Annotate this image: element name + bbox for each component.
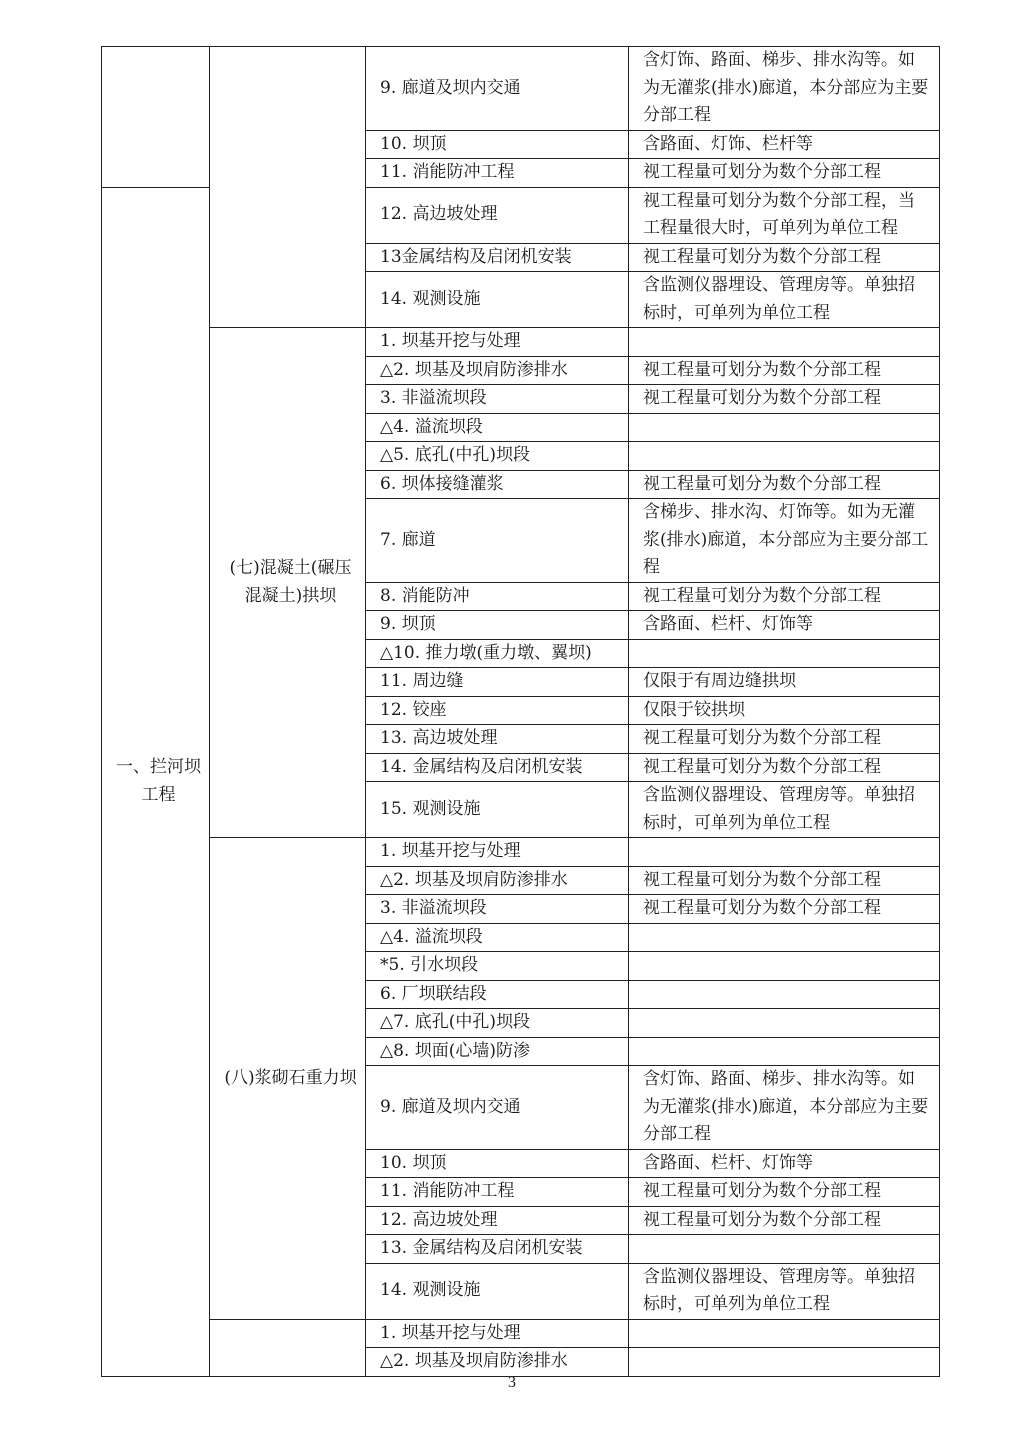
item-name: 8. 消能防冲 — [366, 582, 629, 611]
table-row — [102, 838, 940, 867]
item-note: 视工程量可划分为数个分部工程 — [629, 243, 940, 272]
item-note: 视工程量可划分为数个分部工程 — [629, 159, 940, 188]
item-name: △7. 底孔(中孔)坝段 — [366, 1009, 629, 1038]
item-note: 视工程量可划分为数个分部工程 — [629, 725, 940, 754]
sub-project-label: (八)浆砌石重力坝 — [210, 838, 366, 1320]
item-name: 11. 消能防冲工程 — [366, 159, 629, 188]
item-name: 7. 廊道 — [366, 499, 629, 583]
item-name: 15. 观测设施 — [366, 782, 629, 838]
item-note: 视工程量可划分为数个分部工程 — [629, 1206, 940, 1235]
item-name: △2. 坝基及坝肩防渗排水 — [366, 866, 629, 895]
item-note: 含路面、灯饰、栏杆等 — [629, 130, 940, 159]
sub-project-cell-continued — [210, 47, 366, 328]
item-name: 3. 非溢流坝段 — [366, 895, 629, 924]
item-note — [629, 952, 940, 981]
item-name: △4. 溢流坝段 — [366, 923, 629, 952]
item-note: 含监测仪器埋设、管理房等。单独招标时，可单列为单位工程 — [629, 272, 940, 328]
item-name: 13金属结构及启闭机安装 — [366, 243, 629, 272]
item-note — [629, 923, 940, 952]
item-name: 9. 廊道及坝内交通 — [366, 1066, 629, 1150]
item-note: 含监测仪器埋设、管理房等。单独招标时，可单列为单位工程 — [629, 1263, 940, 1319]
item-name: △4. 溢流坝段 — [366, 413, 629, 442]
sub-project-cell-next — [210, 1319, 366, 1376]
item-note — [629, 1348, 940, 1377]
item-note: 视工程量可划分为数个分部工程 — [629, 356, 940, 385]
item-name: 1. 坝基开挖与处理 — [366, 1319, 629, 1348]
item-note — [629, 1037, 940, 1066]
item-name: 14. 观测设施 — [366, 272, 629, 328]
item-name: 1. 坝基开挖与处理 — [366, 838, 629, 867]
item-note: 仅限于有周边缝拱坝 — [629, 668, 940, 697]
item-note — [629, 1009, 940, 1038]
item-name: 11. 消能防冲工程 — [366, 1178, 629, 1207]
sub-project-label: (七)混凝土(碾压混凝土)拱坝 — [210, 328, 366, 838]
item-name: 9. 坝顶 — [366, 611, 629, 640]
item-note: 含路面、栏杆、灯饰等 — [629, 1149, 940, 1178]
item-name: 3. 非溢流坝段 — [366, 385, 629, 414]
item-name: 12. 高边坡处理 — [366, 187, 629, 243]
item-name: △2. 坝基及坝肩防渗排水 — [366, 1348, 629, 1377]
item-note: 含梯步、排水沟、灯饰等。如为无灌浆(排水)廊道，本分部应为主要分部工程 — [629, 499, 940, 583]
item-note — [629, 1319, 940, 1348]
item-note: 视工程量可划分为数个分部工程 — [629, 385, 940, 414]
item-note — [629, 980, 940, 1009]
item-name: 9. 廊道及坝内交通 — [366, 47, 629, 131]
item-name: 13. 高边坡处理 — [366, 725, 629, 754]
item-name: 6. 厂坝联结段 — [366, 980, 629, 1009]
item-name: 10. 坝顶 — [366, 1149, 629, 1178]
table-row — [102, 328, 940, 357]
item-note: 含路面、栏杆、灯饰等 — [629, 611, 940, 640]
item-name: 14. 观测设施 — [366, 1263, 629, 1319]
item-name: 13. 金属结构及启闭机安装 — [366, 1235, 629, 1264]
item-note — [629, 413, 940, 442]
item-note: 视工程量可划分为数个分部工程 — [629, 866, 940, 895]
item-note — [629, 442, 940, 471]
item-note: 含监测仪器埋设、管理房等。单独招标时，可单列为单位工程 — [629, 782, 940, 838]
item-name: 1. 坝基开挖与处理 — [366, 328, 629, 357]
item-note — [629, 328, 940, 357]
unit-project-label: 一、拦河坝工程 — [102, 187, 210, 1376]
item-note: 视工程量可划分为数个分部工程 — [629, 753, 940, 782]
item-name: 6. 坝体接缝灌浆 — [366, 470, 629, 499]
item-name: △10. 推力墩(重力墩、翼坝) — [366, 639, 629, 668]
item-name: 12. 铰座 — [366, 696, 629, 725]
unit-project-cell-continued — [102, 47, 210, 188]
item-note — [629, 838, 940, 867]
item-note: 视工程量可划分为数个分部工程，当工程量很大时，可单列为单位工程 — [629, 187, 940, 243]
item-note: 含灯饰、路面、梯步、排水沟等。如为无灌浆(排水)廊道，本分部应为主要分部工程 — [629, 47, 940, 131]
item-note: 视工程量可划分为数个分部工程 — [629, 1178, 940, 1207]
table-row — [102, 47, 940, 131]
item-note: 视工程量可划分为数个分部工程 — [629, 895, 940, 924]
item-note: 视工程量可划分为数个分部工程 — [629, 582, 940, 611]
project-division-table — [101, 46, 940, 1377]
item-name: *5. 引水坝段 — [366, 952, 629, 981]
item-note: 含灯饰、路面、梯步、排水沟等。如为无灌浆(排水)廊道，本分部应为主要分部工程 — [629, 1066, 940, 1150]
item-note — [629, 1235, 940, 1264]
item-note — [629, 639, 940, 668]
item-name: 11. 周边缝 — [366, 668, 629, 697]
item-name: △2. 坝基及坝肩防渗排水 — [366, 356, 629, 385]
item-name: △5. 底孔(中孔)坝段 — [366, 442, 629, 471]
item-name: △8. 坝面(心墙)防渗 — [366, 1037, 629, 1066]
item-name: 10. 坝顶 — [366, 130, 629, 159]
page-number: 3 — [508, 1374, 516, 1391]
item-name: 14. 金属结构及启闭机安装 — [366, 753, 629, 782]
table-row — [102, 1319, 940, 1348]
item-note: 视工程量可划分为数个分部工程 — [629, 470, 940, 499]
item-name: 12. 高边坡处理 — [366, 1206, 629, 1235]
item-note: 仅限于铰拱坝 — [629, 696, 940, 725]
